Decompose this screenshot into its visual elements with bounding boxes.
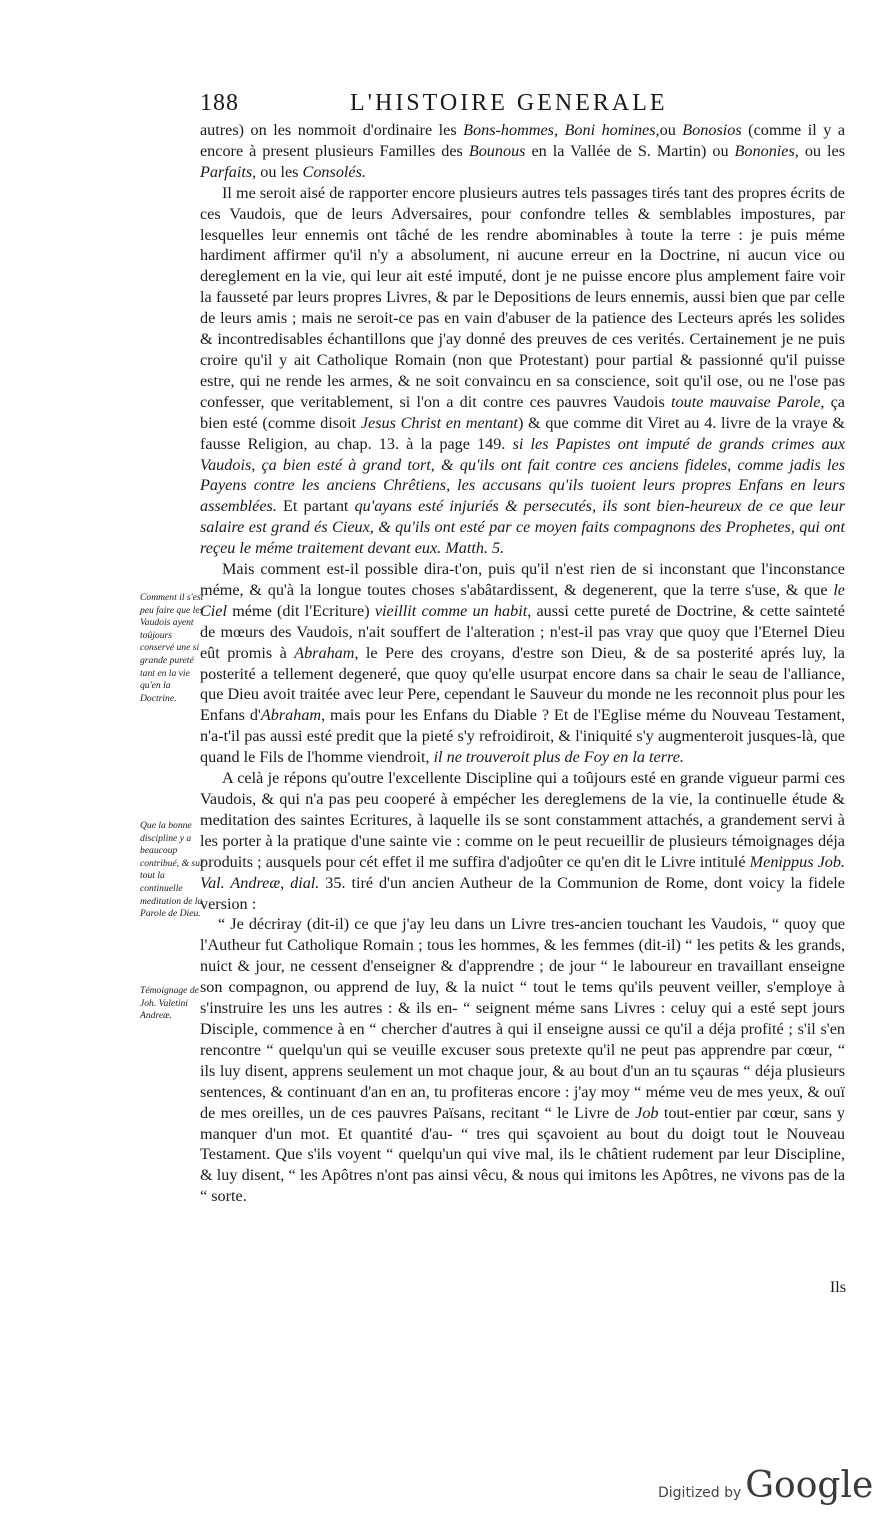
text-run: , mais pour les Enfans du Diable ? Et de l'Eglise méme du Nouveau Testament, n'a-t'il pas aussi esté predit que la pieté s'y refroidiroit, & l'iniquité s'y augmenteroit jusques-là, que quand le Fils de l'homme viendroit, [200, 706, 845, 767]
main-text [200, 120, 845, 1207]
page-header [200, 90, 850, 120]
italic-run: si les Papistes ont imputé de grands crimes aux Vaudois, ça bien esté à grand tort, & qu'ils ont fait contre ces anciens fideles, comme jadis les Payens contre les anciens Chrêtiens, les accusans qu'ils tuoient leurs propres Enfans en leurs assemblées. [200, 434, 846, 516]
italic-run: le Ciel [200, 580, 845, 620]
catchword: Ils [829, 1278, 846, 1296]
italic-run: Parfaits [200, 162, 253, 181]
google-logo: Google [745, 1465, 874, 1506]
text-run: en la Vallée de S. Martin) ou [525, 141, 735, 160]
text-run: , ça bien esté (comme disoit [200, 392, 845, 432]
paragraph [200, 768, 845, 914]
text-run: autres) on les nommoit d'ordinaire les [200, 121, 464, 139]
digitized-by-label: Digitized by [658, 1485, 742, 1501]
italic-run: Job [635, 1103, 659, 1122]
text-run: 35. tiré d'un ancien Autheur de la Communion de Rome, dont voicy la fidele version : [200, 873, 845, 913]
italic-run: Menippus Job. Val. Andreæ, dial. [200, 852, 845, 892]
page-number: 188 [200, 90, 239, 116]
italic-run: toute mauvaise Parole [671, 392, 821, 411]
digitization-watermark [658, 1465, 873, 1506]
italic-run: il ne trouveroit plus de Foy en la terre. [433, 748, 684, 767]
text-run: méme (dit l'Ecriture) [226, 601, 375, 620]
margin-note: Témoignage de Joh. Valetini Andreæ. [140, 985, 199, 1022]
italic-run: qu'ayans esté injuriés & persecutés, ils sont bien-heureux de ce que leur salaire est grand és Cieux, & qu'ils ont esté par ce moyen faits compagnons des Prophetes, qui ont reçeu le méme traitement devant eux. Matth. 5. [200, 497, 846, 558]
quoted-paragraph [200, 914, 845, 1207]
italic-run: Abraham [294, 643, 355, 662]
text-run: , aussi cette pureté de Doctrine, & cette sainteté de mœurs des Vaudois, n'ait souffert de l'alteration ; n'est-il pas vray que quoy que l'Eternel Dieu eût promis à [200, 601, 845, 662]
text-run: Mais comment est-il possible dira-t'on, puis qu'il n'est rien de si inconstant que l'inconstance méme, & qu'à la longue toutes choses s'abâtardissent, & degenerent, que la terre s'use, & que [200, 560, 845, 599]
text-run: “ Je décriray (dit-il) ce que j'ay leu dans un Livre tres-ancien touchant les Vaudois, “ quoy que l'Autheur fut Catholique Romain ; tous les hommes, & les femmes (dit-il) “ les petits & les grands, nuict & jour, ne cessent d'enseigner & d'apprendre ; de jour “ le laboureur en travaillant enseigne son compagnon, ou apprend de luy, & la nuict “ tout le tems qu'ils peuvent veiller, s'employe à s'instruire les uns les autres : & ils en- “ seignent méme sans Livres : celuy qui a esté sept jours Disciple, commence à en “ chercher d'autres à qui il enseigne aussi ce qu'il a déja profité ; s'il s'en rencontre “ quelqu'un qui se veuille excuser sous pretexte qu'il ne peut pas apprendre par cœur, “ ils luy disent, apprens seulement un mot chaque jour, & au bout d'un an tu sçauras “ déja plusieurs sentences, & continuant d'an en an, tu profiteras encore : j'ay moy “ méme veu de mes yeux, & ouï de mes oreilles, un de ces pauvres Païsans, recitant “ le Livre de [200, 915, 845, 1122]
italic-run: Jesus Christ en mentant [360, 413, 518, 432]
paragraph [200, 120, 845, 183]
text-run: tout-entier par cœur, sans y manquer d'un mot. Et quantité d'au- “ tres qui sçavoient au bout du doigt tout le Nouveau Testament. Que s'ils voyent “ quelqu'un qui vive mal, ils le châtient rudement par leur Discipline, & luy disent, “ les Apôtres n'ont pas ainsi vêcu, & nous qui imitons les Apôtres, ne vivons pas de la “ sorte. [200, 1103, 845, 1206]
margin-note: Comment il s'est peu faire que les Vaudois ayent toûjours conservé une si grande pureté tant en la vie qu'en la Doctrine. [140, 592, 204, 704]
text-run: , le Pere des croyans, d'estre son Dieu, & de sa posterité aprés luy, la posterité a tellement degeneré, que quoy qu'elle usurpat encore dans sa chair le seau de l'alliance, que Dieu avoit traitée avec leur Pere, cependant le Sauveur du monde ne les reconnoit plus pour les Enfans d' [200, 643, 845, 725]
italic-run: Bonosios [682, 121, 742, 139]
text-run: Et partant [276, 497, 355, 516]
running-title: L'HISTOIRE GENERALE [350, 90, 668, 116]
text-run: A celà je répons qu'outre l'excellente Discipline qui a toûjours esté en grande vigueur parmi ces Vaudois, & qui n'a pas peu cooperé à empécher les dereglemens de la vie, la continuelle étude & meditation des saintes Ecritures, à laquelle ils se sont constamment attachés, a grandement servi à les porter à la pratique d'une sainte vie : comme on le peut recueillir de plusieurs témoignages déja produits ; ausquels pour cét effet il me suffira d'adjoûter ce qu'en dit le Livre intitulé [200, 769, 845, 871]
italic-run: Consolés. [302, 162, 366, 181]
italic-run: Bounous [468, 141, 526, 160]
text-run: ou [659, 121, 683, 139]
margin-note: Que la bonne discipline y a beaucoup contribué, & sur tout la continuelle meditation de la Parole de Dieu. [140, 820, 204, 920]
text-run: , ou les [252, 162, 303, 181]
text-run: Il me seroit aisé de rapporter encore plusieurs autres tels passages tirés tant des propres écrits de ces Vaudois, que de leurs Adversaires, pour confondre telles & semblables impostures, par lesquelles leur ennemis ont tâché de les rendre abominables à toute la terre : je puis méme hardiment affirmer qu'il n'y a absolument, ni aucune erreur en la Doctrine, ni aucun vice ou dereglement en la vie, qui leur ait esté imputé, dont je ne puisse encore plus amplement faire voir la fausseté par leurs propres Livres, & par le Depositions de leurs ennemis, aussi bien que par celle de leurs amis ; mais ne seroit-ce pas en vain d'abuser de la patience des Lecteurs aprés les solides & incontredisables échantillons que j'ay donné des preuves de ces verités. Certainement je ne puis croire qu'il y ait Catholique Romain (non que Protestant) pour partial & passionné qu'il puisse estre, qui ne rende les armes, & ne soit convaincu en sa conscience, soit qu'il ose, ou ne l'ose pas confesser, que veritablement, si l'on a dit contre ces pauvres Vaudois [200, 183, 845, 411]
italic-run: Bononies [734, 141, 795, 160]
italic-run: Abraham [260, 706, 322, 725]
text-run: (comme il y a encore à present plusieurs Familles des [200, 121, 846, 160]
paragraph [200, 183, 845, 559]
text-run: ) & que comme dit Viret au 4. livre de la vraye & fausse Religion, au chap. 13. à la page 149. [200, 413, 845, 453]
italic-run: vieillit comme un habit [374, 601, 528, 620]
paragraph [200, 559, 845, 768]
text-run: , ou les [794, 141, 845, 160]
italic-run: Bons-hommes, Boni homines, [463, 121, 660, 139]
